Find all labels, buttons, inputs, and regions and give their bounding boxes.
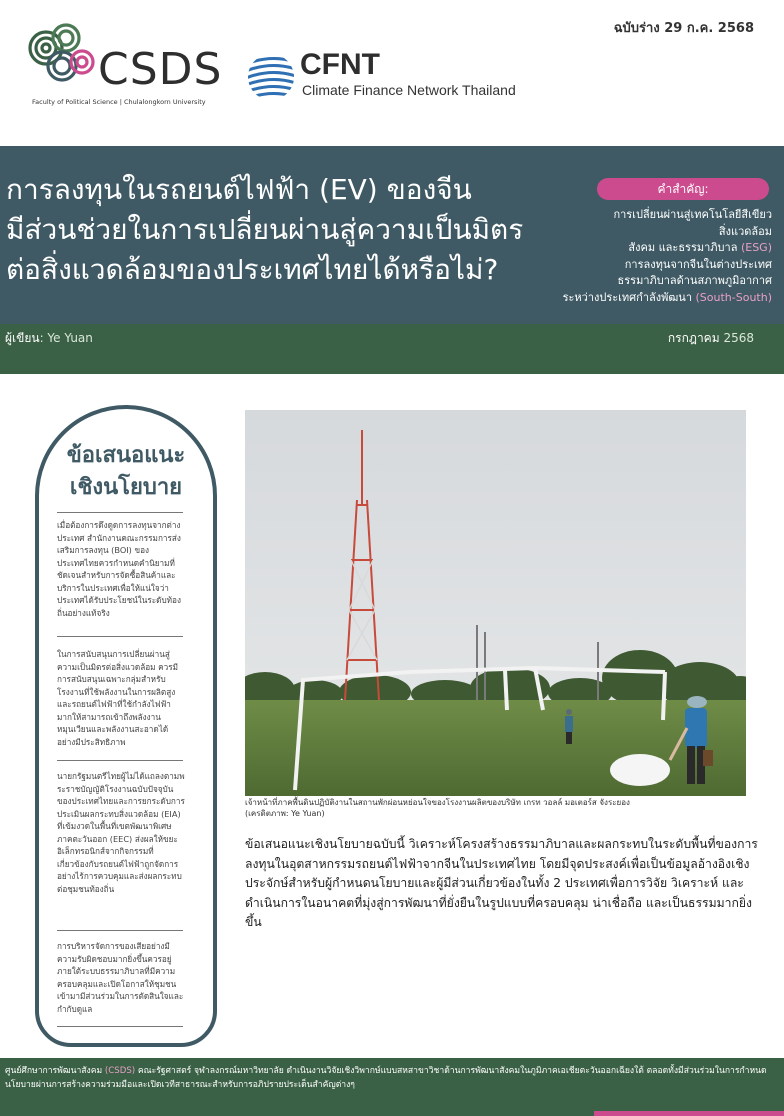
cfnt-full-name: Climate Finance Network Thailand bbox=[302, 82, 516, 98]
caption-line-1: เจ้าหน้าที่ภาคพื้นดินปฏิบัติงานในสถานพักผ่อนหย่อนใจของโรงงานผลิตของบริษัท เกรท วอลล์ มอเตอร์ส จังระยอง bbox=[245, 798, 630, 807]
keyword-3-paren: (ESG) bbox=[740, 241, 772, 254]
policy-divider bbox=[57, 1026, 183, 1027]
policy-title-line-1: ข้อเสนอแนะ bbox=[66, 443, 186, 468]
cfnt-logo-text: CFNT bbox=[300, 48, 380, 81]
policy-title bbox=[39, 440, 213, 504]
keywords-label: คำสำคัญ: bbox=[597, 178, 769, 200]
policy-divider bbox=[57, 930, 183, 931]
csds-logo-text: CSDS bbox=[98, 44, 223, 95]
policy-divider bbox=[57, 512, 183, 513]
photo-caption bbox=[245, 797, 755, 819]
cfnt-logo bbox=[246, 48, 536, 108]
csds-logo bbox=[26, 20, 226, 110]
policy-item-4: การบริหารจัดการของเสียอย่างมีความรับผิดชอบมากยิ่งขึ้นควรอยู่ภายใต้ระบบธรรมาภิบาลที่มีความครอบคลุมและเปิดโอกาสให้ชุมชนเข้ามามีส่วนร่วมในการตัดสินใจและกำกับดูแล bbox=[57, 941, 184, 1014]
author-band bbox=[0, 324, 784, 374]
footer-org-abbr: (CSDS) bbox=[104, 1066, 136, 1076]
date-month: กรกฎาคม bbox=[667, 331, 720, 345]
title-line-3: ต่อสิ่งแวดล้อมของประเทศไทยได้หรือไม่? bbox=[6, 253, 499, 286]
keyword-3-main: สังคม และธรรมาภิบาล bbox=[628, 241, 738, 254]
policy-item-1: เมื่อต้องการดึงดูดการลงทุนจากต่างประเทศ สำนักงานคณะกรรมการส่งเสริมการลงทุน (BOI) ของประเทศไทยควรกำหนดคำนิยามที่ชัดเจนสำหรับการจัดซื้อสินค้าและบริการในประเทศเพื่อให้แน่ใจว่าประเทศได้รับประโยชน์ในระดับท้องถิ่นอย่างแท้จริง bbox=[57, 520, 181, 618]
footer-description: คณะรัฐศาสตร์ จุฬาลงกรณ์มหาวิทยาลัย ดำเนินงานวิจัยเชิงวิพากษ์แบบสหสาขาวิชาด้านการพัฒนาสังคมในภูมิภาคเอเชียตะวันออกเฉียงใต้ ตลอดทั้งมีส่วนร่วมในการกำหนดนโยบายผ่านการสร้างความร่วมมือและเปิดเวทีสาธารณะสำหรับการอภิปรายประเด็นสำคัญต่างๆ bbox=[5, 1066, 767, 1090]
draft-label: ฉบับร่าง 29 ก.ค. 2568 bbox=[613, 21, 754, 36]
photo-illustration bbox=[245, 410, 746, 796]
policy-divider bbox=[57, 760, 183, 761]
author-label: ผู้เขียน bbox=[5, 331, 40, 345]
keyword-5: ธรรมาภิบาลด้านสภาพภูมิอากาศ bbox=[617, 274, 772, 287]
keyword-6-main: ระหว่างประเทศกำลังพัฒนา bbox=[562, 290, 692, 304]
title-line-2: มีส่วนช่วยในการเปลี่ยนผ่านสู่ความเป็นมิตร bbox=[6, 213, 524, 246]
policy-item-3: นายกรัฐมนตรีไทยผู้ไม่ได้แถลงตามพระราชบัญญัติโรงงานฉบับปัจจุบันของประเทศไทยและการยกระดับการประเมินผลกระทบสิ่งแวดล้อม (EIA) ที่เข้มงวดในพื้นที่เขตพัฒนาพิเศษภาคตะวันออก (EEC) ส่งผลให้ขยะอิเล็กทรอนิกส์จากกิจกรรมที่เกี่ยวข้องกับรถยนต์ไฟฟ้าถูกจัดการอย่างไร้การควบคุมและส่งผลกระทบต่อชุมชนท้องถิ่น bbox=[57, 771, 185, 894]
csds-subtitle: Faculty of Political Science | Chulalongkorn University bbox=[32, 98, 206, 106]
footer-text bbox=[5, 1064, 777, 1092]
keyword-2: สิ่งแวดล้อม bbox=[718, 224, 772, 238]
author-name: : Ye Yuan bbox=[39, 331, 93, 345]
publication-date bbox=[668, 329, 754, 348]
keyword-1: การเปลี่ยนผ่านสู่เทคโนโลยีสีเขียว bbox=[613, 208, 772, 221]
cfnt-globe-icon bbox=[246, 52, 296, 102]
keyword-3 bbox=[472, 240, 772, 257]
keyword-6-paren: (South-South) bbox=[695, 290, 772, 304]
summary-paragraph: ข้อเสนอแนะเชิงนโยบายฉบับนี้ วิเคราะห์โครงสร้างธรรมาภิบาลและผลกระทบในระดับพื้นที่ของการลงทุนในอุตสาหกรรมรถยนต์ไฟฟ้าจากจีนในประเทศไทย โดยมีจุดประสงค์เพื่อเป็นข้อมูลอ้างอิงเชิงประจักษ์สำหรับผู้กำหนดนโยบายและผู้มีส่วนเกี่ยวข้องในทั้ง 2 ประเทศเพื่อการวิจัย วิเคราะห์ และดำเนินการในอนาคตที่มุ่งสู่การพัฒนาที่ยั่งยืนในรูปแบบที่ครอบคลุม น่าเชื่อถือ และเป็นธรรมมากยิ่งขึ้น bbox=[245, 837, 758, 929]
keyword-4: การลงทุนจากจีนในต่างประเทศ bbox=[624, 257, 772, 271]
keyword-6 bbox=[472, 290, 772, 307]
policy-divider bbox=[57, 636, 183, 637]
field-photo bbox=[245, 410, 746, 796]
policy-item-2: ในการสนับสนุนการเปลี่ยนผ่านสู่ความเป็นมิตรต่อสิ่งแวดล้อม ควรมีการสนับสนุนเฉพาะกลุ่มสำหรับโรงงานที่ใช้พลังงานในการผลิตสูงและรถยนต์ไฟฟ้าที่ใช้กำลังไฟฟ้ามากให้สามารถเข้าถึงพลังงานหมุนเวียนและพลังงานสะอาดได้อย่างมีประสิทธิภาพ bbox=[57, 649, 178, 747]
author bbox=[5, 329, 93, 348]
keywords-list bbox=[472, 207, 772, 306]
footer-org: ศูนย์ศึกษาการพัฒนาสังคม bbox=[5, 1066, 103, 1076]
date-year: 2568 bbox=[723, 331, 754, 345]
policy-title-line-2: เชิงนโยบาย bbox=[69, 475, 183, 500]
csds-spiral-icon bbox=[26, 20, 106, 92]
footer-accent-bar bbox=[594, 1111, 784, 1116]
caption-line-2: (เครดิตภาพ: Ye Yuan) bbox=[245, 809, 325, 818]
title-line-1: การลงทุนในรถยนต์ไฟฟ้า (EV) ของจีน bbox=[6, 173, 472, 206]
